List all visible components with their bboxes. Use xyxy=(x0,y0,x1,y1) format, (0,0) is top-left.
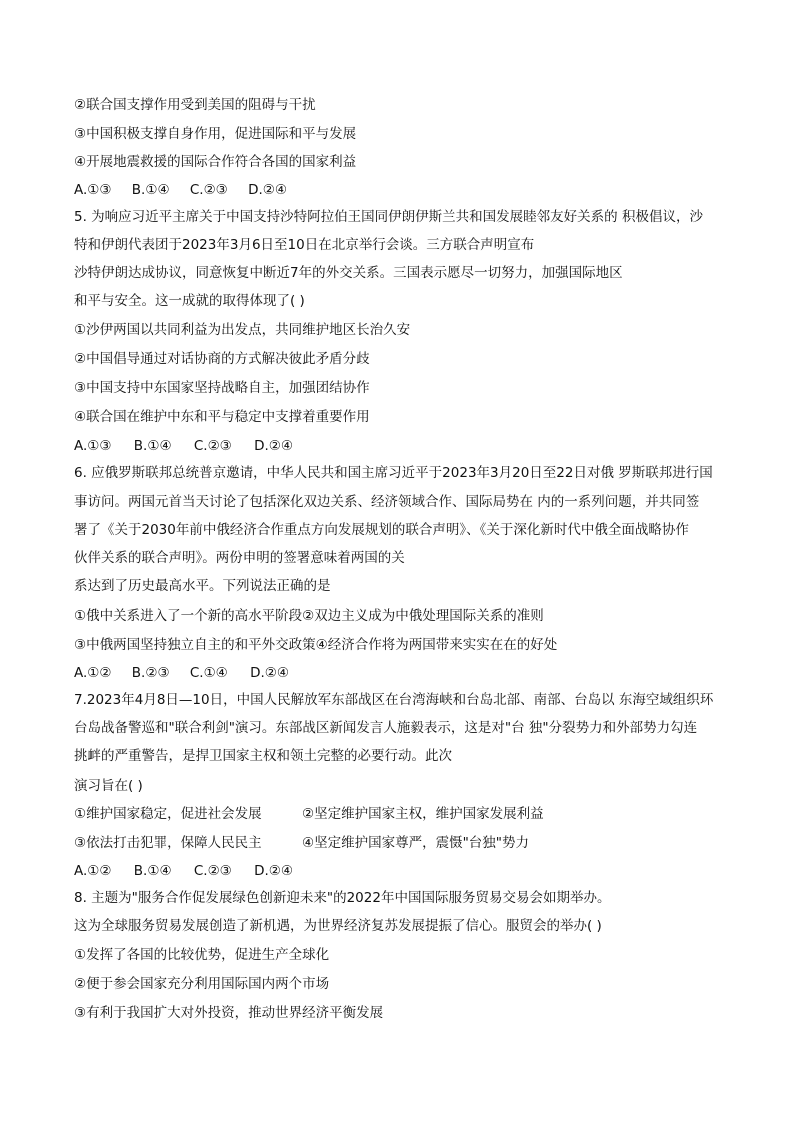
q5-option-d: D.②④ xyxy=(254,438,293,454)
q5-option-c: C.②③ xyxy=(193,438,232,454)
q7-stem-line-2: 台岛战备警巡和"联合利剑"演习。东部战区新闻发言人施毅表示，这是对"台 独"分裂势力和外部势力勾连 xyxy=(74,720,698,736)
q5-stem-line-3: 沙特伊朗达成协议，同意恢复中断近7年的外交关系。三国表示愿尽一切努力，加强国际地区 xyxy=(74,265,623,281)
q8-item-1: ①发挥了各国的比较优势，促进生产全球化 xyxy=(74,947,330,963)
q4-option-a: A.①③ xyxy=(74,182,112,198)
q7-stem-line-3: 挑衅的严重警告，是捍卫国家主权和领土完整的必要行动。此次 xyxy=(74,748,452,764)
q7-items-row-1 xyxy=(74,805,544,823)
q4-option-c: C.②③ xyxy=(189,182,228,198)
q7-items-row-2 xyxy=(74,834,530,852)
q8-item-3: ③有利于我国扩大对外投资，推动世界经济平衡发展 xyxy=(74,1005,384,1021)
q7-options xyxy=(74,862,293,880)
q6-stem-line-1: 6. 应俄罗斯联邦总统普京邀请，中华人民共和国主席习近平于2023年3月20日至22日对俄 罗斯联邦进行国 xyxy=(74,465,713,481)
q7-option-a: A.①② xyxy=(74,863,112,879)
q6-stem-line-2: 事访问。两国元首当天讨论了包括深化双边关系、经济领域合作、国际局势在 内的一系列问题，并共同签 xyxy=(74,494,700,510)
q7-option-d: D.②④ xyxy=(254,863,293,879)
q7-item-2: ②坚定维护国家主权，维护国家发展利益 xyxy=(302,806,544,822)
q4-item-2: ②联合国支撑作用受到美国的阻碍与干扰 xyxy=(74,97,316,113)
q7-option-b: B.①④ xyxy=(133,863,172,879)
q4-option-b: B.①④ xyxy=(131,182,170,198)
q5-option-b: B.①④ xyxy=(133,438,172,454)
q7-stem-line-1: 7.2023年4月8日—10日，中国人民解放军东部战区在台湾海峡和台岛北部、南部、台岛以 东海空域组织环 xyxy=(74,692,714,708)
q8-item-2: ②便于参会国家充分利用国际国内两个市场 xyxy=(74,976,330,992)
q5-stem-line-4: 和平与安全。这一成就的取得体现了( ) xyxy=(74,293,305,309)
q5-item-4: ④联合国在维护中东和平与稳定中支撑着重要作用 xyxy=(74,409,370,425)
q6-option-b: B.②③ xyxy=(131,665,170,681)
q5-stem-line-2: 特和伊朗代表团于2023年3月6日至10日在北京举行会谈。三方联合声明宣布 xyxy=(74,237,535,253)
q7-option-c: C.②③ xyxy=(193,863,232,879)
q4-item-4: ④开展地震救援的国际合作符合各国的国家利益 xyxy=(74,154,357,170)
q6-stem-line-3: 署了《关于2030年前中俄经济合作重点方向发展规划的联合声明》、《关于深化新时代中俄全面战略协作 xyxy=(74,522,689,538)
q5-item-1: ①沙伊两国以共同利益为出发点，共同维护地区长治久安 xyxy=(74,322,411,338)
q6-option-c: C.①④ xyxy=(189,665,228,681)
q7-stem-line-4: 演习旨在( ) xyxy=(74,778,143,794)
q4-item-3: ③中国积极支撑自身作用，促进国际和平与发展 xyxy=(74,126,357,142)
q5-options xyxy=(74,437,293,455)
q6-options xyxy=(74,664,289,682)
q7-item-3: ③依法打击犯罪，保障人民民主 xyxy=(74,835,262,851)
q7-item-1: ①维护国家稳定，促进社会发展 xyxy=(74,806,262,822)
q5-stem-line-1: 5. 为响应习近平主席关于中国支持沙特阿拉伯王国同伊朗伊斯兰共和国发展睦邻友好关系的 积极倡议，沙 xyxy=(74,209,703,225)
q6-option-a: A.①② xyxy=(74,665,112,681)
q5-item-2: ②中国倡导通过对话协商的方式解决彼此矛盾分歧 xyxy=(74,351,370,367)
q8-stem-line-1: 8. 主题为"服务合作促发展绿色创新迎未来"的2022年中国国际服务贸易交易会如期举办。 xyxy=(74,890,611,906)
q7-item-4: ④坚定维护国家尊严，震慑"台独"势力 xyxy=(302,835,530,851)
q4-option-d: D.②④ xyxy=(248,182,287,198)
q6-stem-line-5: 系达到了历史最高水平。下列说法正确的是 xyxy=(74,578,331,594)
q8-stem-line-2: 这为全球服务贸易发展创造了新机遇，为世界经济复苏发展提振了信心。服贸会的举办( ) xyxy=(74,918,602,934)
q6-option-d: D.②④ xyxy=(250,665,289,681)
q6-stem-line-4: 伙伴关系的联合声明》。两份申明的签署意味着两国的关 xyxy=(74,550,405,566)
q6-items-line-1: ①俄中关系进入了一个新的高水平阶段②双边主义成为中俄处理国际关系的准则 xyxy=(74,608,544,624)
q6-items-line-2: ③中俄两国坚持独立自主的和平外交政策④经济合作将为两国带来实实在在的好处 xyxy=(74,637,558,653)
q5-item-3: ③中国支持中东国家坚持战略自主，加强团结协作 xyxy=(74,380,370,396)
q4-options xyxy=(74,181,287,199)
q5-option-a: A.①③ xyxy=(74,438,112,454)
